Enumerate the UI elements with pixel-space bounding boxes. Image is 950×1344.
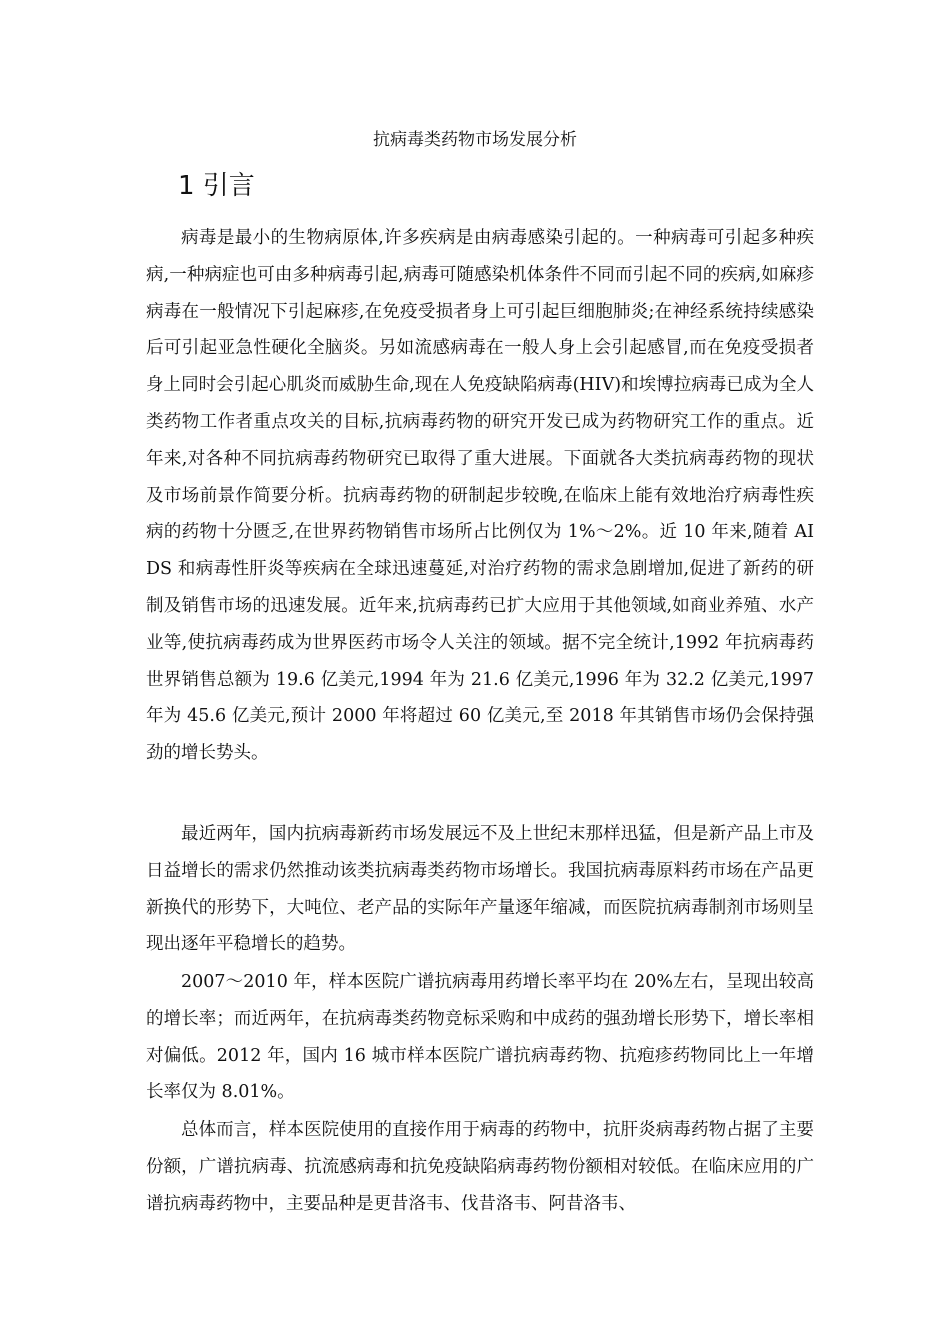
paragraph-growth-rate: 2007～2010 年，样本医院广谱抗病毒用药增长率平均在 20%左右，呈现出较高的增长率；而近两年，在抗病毒类药物竞标采购和中成药的强劲增长形势下，增长率相对偏低。2012 年，国内 16 城市样本医院广谱抗病毒药物、抗疱疹药物同比上一年增长率仅为 8.01%。 bbox=[146, 972, 814, 1103]
paragraph-domestic-market: 最近两年，国内抗病毒新药市场发展远不及上世纪末那样迅猛，但是新产品上市及日益增长的需求仍然推动该类抗病毒类药物市场增长。我国抗病毒原料药市场在产品更新换代的形势下，大吨位、老产品的实际年产量逐年缩减，而医院抗病毒制剂市场则呈现出逐年平稳增长的趋势。 bbox=[146, 824, 814, 955]
section-heading: 1 引言 bbox=[178, 171, 255, 201]
paragraph-introduction: 病毒是最小的生物病原体,许多疾病是由病毒感染引起的。一种病毒可引起多种疾病,一种病症也可由多种病毒引起,病毒可随感染机体条件不同而引起不同的疾病,如麻疹病毒在一般情况下引起麻疹,在免疫受损者身上可引起巨细胞肺炎;在神经系统持续感染后可引起亚急性硬化全脑炎。另如流感病毒在一般人身上会引起感冒,而在免疫受损者身上同时会引起心肌炎而威胁生命,现在人免疫缺陷病毒(HIV)和埃博拉病毒已成为全人类药物工作者重点攻关的目标,抗病毒药物的研究开发已成为药物研究工作的重点。近年来,对各种不同抗病毒药物研究已取得了重大进展。下面就各大类抗病毒药物的现状及市场前景作简要分析。抗病毒药物的研制起步较晚,在临床上能有效地治疗病毒性疾病的药物十分匮乏,在世界药物销售市场所占比例仅为 1%～2%。近 10 年来,随着 AIDS 和病毒性肝炎等疾病在全球迅速蔓延,对治疗药物的需求急剧增加,促进了新药的研制及销售市场的迅速发展。近年来,抗病毒药已扩大应用于其他领域,如商业养殖、水产业等,使抗病毒药成为世界医药市场令人关注的领域。据不完全统计,1992 年抗病毒药世界销售总额为 19.6 亿美元,1994 年为 21.6 亿美元,1996 年为 32.2 亿美元,1997 年为 45.6 亿美元,预计 2000 年将超过 60 亿美元,至 2018 年其销售市场仍会保持强劲的增长势头。 bbox=[146, 228, 814, 764]
paragraph-market-share: 总体而言，样本医院使用的直接作用于病毒的药物中，抗肝炎病毒药物占据了主要份额，广谱抗病毒、抗流感病毒和抗免疫缺陷病毒药物份额相对较低。在临床应用的广谱抗病毒药物中，主要品种是更昔洛韦、伐昔洛韦、阿昔洛韦、 bbox=[146, 1120, 814, 1214]
document-title: 抗病毒类药物市场发展分析 bbox=[373, 130, 577, 150]
